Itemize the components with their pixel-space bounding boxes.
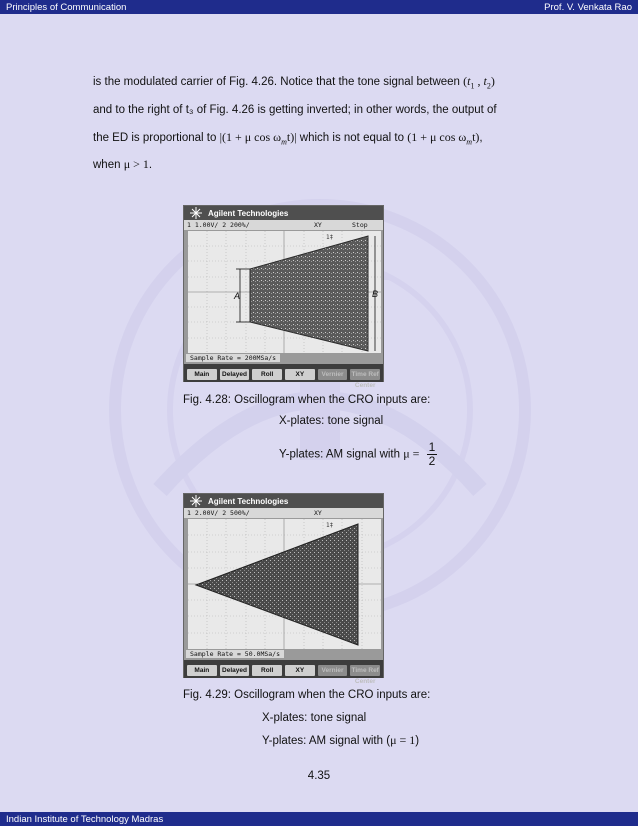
- body-line-2: and to the right of t₃ of Fig. 4.26 is getting inverted; in other words, the output of: [93, 104, 497, 116]
- softkey-xy[interactable]: XY: [285, 665, 315, 676]
- sample-rate: Sample Rate = 200MSa/s: [186, 354, 280, 362]
- scope-status-bar: 1 2.00V/ 2 500%/ XY: [184, 508, 383, 518]
- softkey-roll[interactable]: Roll: [252, 369, 282, 380]
- fig-4-28-y-plates: Y-plates: AM signal with μ = $\frac{1}{2}$: [279, 440, 436, 468]
- fig-4-28-caption: Fig. 4.28: Oscillogram when the CRO inputs are:: [183, 394, 431, 406]
- svg-text:1‡: 1‡: [326, 234, 334, 241]
- oscillogram-fig-4-29: [183, 493, 384, 685]
- envelope-math: (1 + μ $\cos \omega_mt$): [407, 130, 480, 147]
- softkey-delayed[interactable]: Delayed: [220, 665, 250, 676]
- softkey-xy[interactable]: XY: [285, 369, 315, 380]
- triangle-trace: [196, 524, 358, 645]
- header-title: Principles of Communication: [6, 1, 127, 13]
- page-header: [0, 0, 638, 14]
- scope-brand-bar: Agilent Technologies: [184, 494, 383, 508]
- oscillogram-fig-4-28: [183, 205, 384, 389]
- softkey-vernier[interactable]: Vernier: [318, 665, 348, 676]
- svg-text:1‡: 1‡: [326, 522, 334, 529]
- softkey-time-ref[interactable]: Time Ref Center: [351, 371, 379, 389]
- softkey-delayed[interactable]: Delayed: [220, 369, 250, 380]
- scope-status-bar: 1 1.00V/ 2 200%/ XY Stop: [184, 220, 383, 230]
- one-half-fraction: $\frac{1}{2}$: [428, 440, 436, 468]
- body-line-3: the ED is proportional to |(1 + μ $\cos \omega_mt)|$ which is not equal to (1 + μ $\cos \omega_mt$),: [93, 130, 483, 147]
- footer-institute: Indian Institute of Technology Madras: [6, 813, 164, 825]
- label-a: A: [234, 291, 241, 301]
- trapezoid-trace: [250, 236, 368, 351]
- label-b: B: [372, 289, 379, 299]
- agilent-logo-icon: [190, 207, 202, 219]
- softkey-main[interactable]: Main: [187, 369, 217, 380]
- scope-brand-bar: Agilent Technologies: [184, 206, 383, 220]
- interval-math: ($t_1$ , $t_2$): [463, 74, 495, 91]
- header-author: Prof. V. Venkata Rao: [544, 1, 632, 13]
- body-line-4: when μ > 1.: [93, 157, 153, 171]
- softkey-time-ref[interactable]: Time Ref Center: [351, 667, 379, 685]
- scope-softkeys: [184, 364, 383, 389]
- fig-4-28-x-plates: X-plates: tone signal: [279, 415, 384, 427]
- abs-envelope-math: |(1 + μ $\cos \omega_mt)|$: [219, 130, 297, 147]
- page-number: 4.35: [307, 770, 331, 782]
- softkey-roll[interactable]: Roll: [252, 665, 282, 676]
- body-line-1: is the modulated carrier of Fig. 4.26. Notice that the tone signal between ($t_1$ , $t_2$): [93, 74, 495, 91]
- scope-screen: [188, 231, 381, 353]
- fig-4-29-caption: Fig. 4.29: Oscillogram when the CRO inputs are:: [183, 689, 431, 701]
- softkey-vernier[interactable]: Vernier: [318, 369, 348, 380]
- agilent-logo-icon: [190, 495, 202, 507]
- scope-softkeys: [184, 660, 383, 685]
- softkey-main[interactable]: Main: [187, 665, 217, 676]
- page-footer: [0, 812, 638, 826]
- fig-4-29-y-plates: Y-plates: AM signal with (μ = 1): [262, 733, 420, 747]
- fig-4-29-x-plates: X-plates: tone signal: [262, 712, 367, 724]
- scope-screen: [188, 519, 381, 649]
- sample-rate: Sample Rate = 50.0MSa/s: [186, 650, 284, 658]
